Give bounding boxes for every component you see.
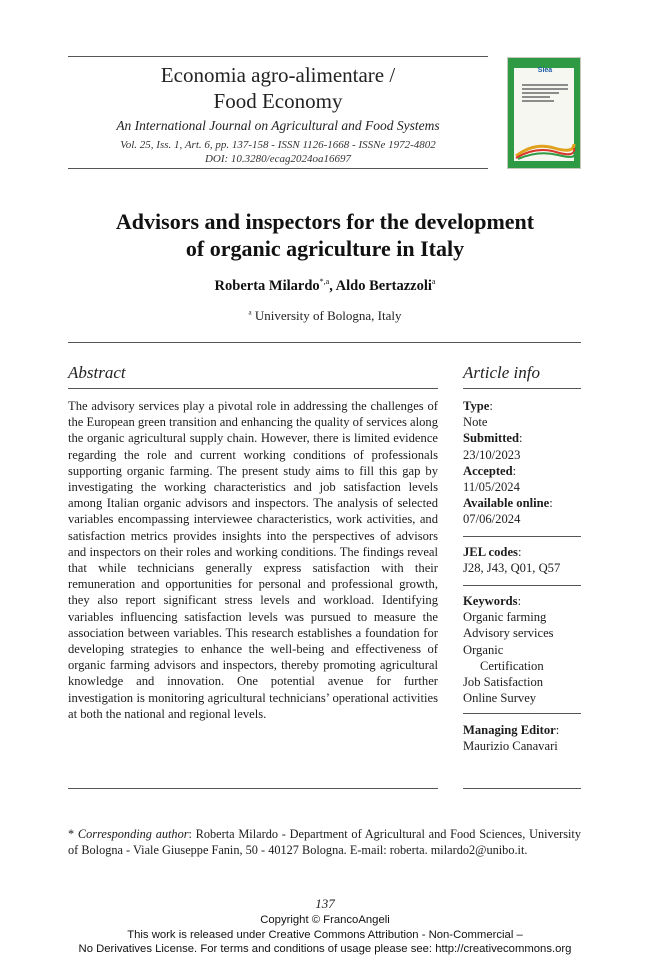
page-number: 137 — [315, 896, 335, 911]
author-marks: a — [431, 277, 436, 286]
article-info-heading: Article info — [463, 363, 540, 382]
abstract-heading-rule — [68, 388, 438, 389]
article-info-editor: Managing Editor: Maurizio Canavari — [463, 722, 581, 754]
journal-subtitle: An International Journal on Agricultural and Food Systems — [116, 118, 440, 133]
cover-title-lines — [522, 82, 568, 104]
journal-cover-thumbnail — [507, 57, 581, 169]
header-top-rule — [68, 56, 488, 57]
author-name[interactable]: Aldo Bertazzoli — [335, 277, 432, 294]
journal-meta — [68, 138, 488, 166]
info-bottom-rule — [463, 788, 581, 789]
keyword-item: Organic farming — [463, 610, 547, 625]
affiliation-text: University of Bologna, Italy — [254, 308, 402, 323]
journal-title — [68, 62, 488, 114]
info-rule-1 — [463, 536, 581, 537]
license-line-2[interactable]: No Derivatives License. For terms and conditions of usage please see: http://creativecommons.org — [78, 943, 572, 955]
journal-doi: DOI: 10.3280/ecag2024oa16697 — [204, 153, 352, 165]
abstract-text: The advisory services play a pivotal role in addressing the challenges of the European green transition and enhancing the quality of services along the organic agricultural supply chain. However, there is limited evidence regarding the role and current working conditions of professionals supporting organic farming. The present study aims to fill this gap by investigating the working characteristics and job satisfaction levels among Italian organic advisors and inspectors. The analysis of selected variables encompassing interviewee characteristics, work activities, and satisfaction metrics provides insights into the perspectives of advisors and inspectors on their roles and working conditions. The findings reveal that while technicians generally express satisfaction with their remuneration and opportunities for personal and professional growth, they also report significant stress levels and workload. Identifying variables influencing satisfaction levels was pursued to measure the association between variables. This research establishes a foundation for developing strategies to enhance the well-being and effectiveness of organic farming advisors and inspectors, thereby promoting agricultural knowledge and innovation. One potential avenue for further investigation is monitoring agricultural technicians’ operational activities at both the national and regional levels. — [68, 399, 438, 721]
author-list — [60, 277, 590, 295]
article-info-heading-rule — [463, 388, 581, 389]
keywords-label: Keywords — [463, 594, 518, 608]
author-separator: , — [329, 277, 336, 294]
header-bottom-rule — [68, 168, 488, 169]
article-title-line1: Advisors and inspectors for the development — [115, 209, 535, 234]
author-marks: *,a — [319, 277, 330, 286]
cover-logo: Siea — [537, 67, 553, 74]
author-name[interactable]: Roberta Milardo — [214, 277, 320, 294]
article-title-line2: of organic agriculture in Italy — [185, 236, 465, 261]
managing-editor-label: Managing Editor — [463, 723, 556, 737]
corresponding-author-footnote — [68, 826, 581, 858]
journal-title-line2: Food Economy — [213, 89, 343, 113]
article-info-dates: Type: Note Submitted: 23/10/2023 Accepted: 11/05/2024 Available online: 07/06/2024 — [463, 398, 581, 528]
info-rule-2 — [463, 585, 581, 586]
footnote-text: : Roberta Milardo - Department of Agricultural and Food Sciences, University of Bologna - Viale Giuseppe Fanin, 50 - 40127 Bologna. E-mail: roberta. milardo2@unibo.it. — [68, 827, 581, 857]
footnote-marker: * — [68, 827, 78, 841]
license-line-1: This work is released under Creative Commons Attribution - Non-Commercial – — [127, 928, 523, 941]
cover-swoosh-icon — [514, 138, 576, 160]
keyword-item: Advisory services — [463, 626, 554, 641]
affiliation-mark: a — [248, 308, 252, 317]
abstract-heading: Abstract — [68, 363, 126, 382]
section-top-rule — [68, 342, 581, 343]
accepted-value: 11/05/2024 — [463, 480, 520, 495]
info-rule-3 — [463, 713, 581, 714]
copyright-line: Copyright © FrancoAngeli — [260, 914, 390, 926]
type-label: Type — [463, 399, 490, 413]
abstract-bottom-rule — [68, 788, 438, 789]
journal-title-line1: Economia agro-alimentare / — [160, 63, 396, 87]
keyword-item: Job Satisfaction — [463, 675, 544, 690]
accepted-label: Accepted — [463, 463, 513, 478]
license-footer — [0, 913, 650, 957]
article-title — [60, 208, 590, 262]
submitted-label: Submitted — [463, 431, 519, 446]
available-online-label: Available online — [463, 496, 550, 511]
article-info-keywords: Keywords: Organic farming Advisory services Organic Certification Job Satisfaction Online Survey — [463, 593, 581, 706]
available-online-value: 07/06/2024 — [463, 512, 521, 527]
keyword-item: Organic — [463, 642, 504, 657]
article-info-jel: JEL codes: J28, J43, Q01, Q57 — [463, 544, 581, 576]
keyword-item: Certification — [480, 658, 544, 673]
jel-label: JEL codes — [463, 545, 518, 559]
submitted-value: 23/10/2023 — [463, 447, 521, 462]
type-value: Note — [463, 415, 488, 430]
managing-editor-value: Maurizio Canavari — [463, 739, 558, 754]
keyword-item: Online Survey — [463, 691, 537, 706]
footnote-label: Corresponding author — [77, 827, 189, 841]
affiliation — [60, 308, 590, 324]
jel-value: J28, J43, Q01, Q57 — [463, 561, 561, 576]
journal-volume-issn: Vol. 25, Iss. 1, Art. 6, pp. 137-158 - ISSN 1126-1668 - ISSNe 1972-4802 — [120, 139, 436, 151]
